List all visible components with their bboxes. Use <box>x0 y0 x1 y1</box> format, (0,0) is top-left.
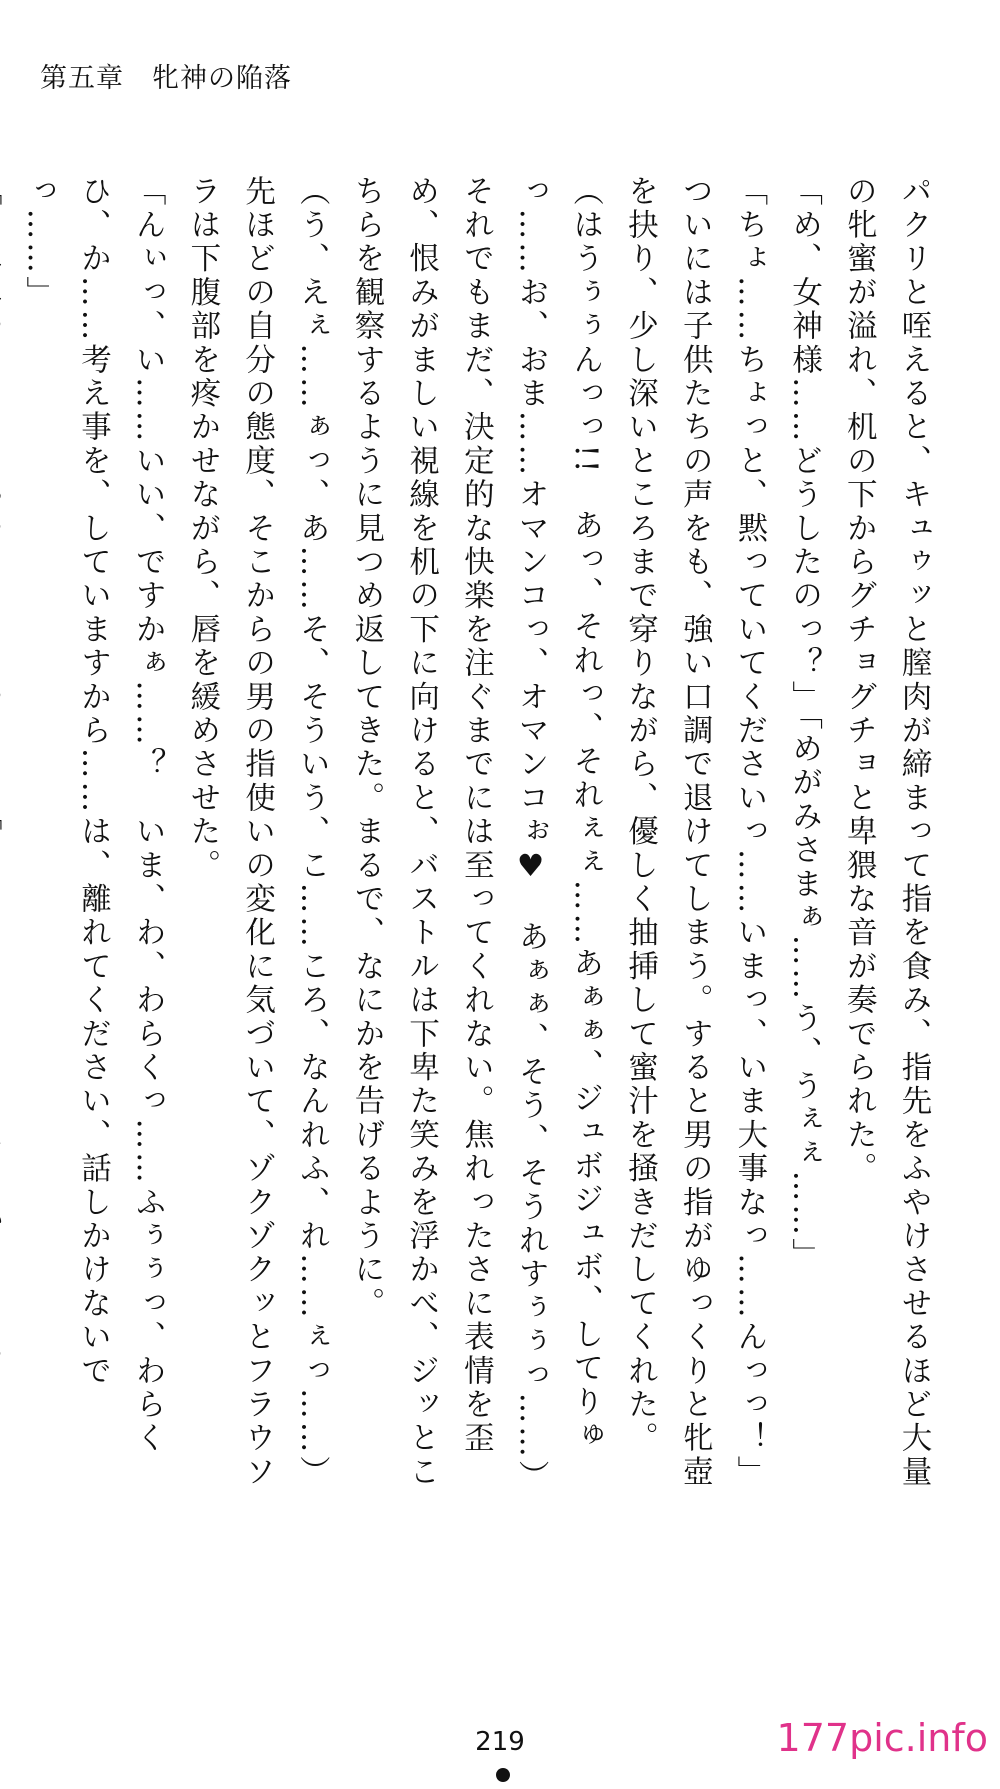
page-number: 219 <box>475 1727 525 1757</box>
body-text <box>20 175 940 1495</box>
paragraph: ついには子供たちの声をも、強い口調で退けてしまう。すると男の指がゆっくりと牝壺を抉り、少し深いところまで穿りながら、優しく抽挿して蜜汁を掻きだしてくれた。 <box>622 175 713 1490</box>
paragraph: パクリと咥えると、キュゥッと膣肉が締まって指を食み、指先をふやけさせるほど大量の牝蜜が溢れ、机の下からグチョグチョと卑猥な音が奏でられた。 <box>841 175 931 1490</box>
page-dot-ornament <box>496 1768 510 1782</box>
paragraph: 「んぃっ、い……いい、ですかぁ……？ いま、わ、わらくっ……ふぅぅっ、わらくひ、か……考え事を、していますから……は、離れてください、話しかけないでっ……」 <box>20 175 166 1456</box>
paragraph: 「め、女神様……どうしたのっ？」「めがみさまぁ……う、うぇぇ……」 <box>786 175 822 1272</box>
chapter-header: 第五章 牝神の陥落 <box>40 63 292 94</box>
paragraph: （う、えぇ……ぁっ、あ……そ、そういう、こ……ころ、なんれふ、れ……ぇっ……） <box>294 175 330 1490</box>
paragraph: 先ほどの自分の態度、そこからの男の指使いの変化に気づいて、ゾクゾクッとフラウソラは下腹部を疼かせながら、唇を緩めさせた。 <box>184 175 275 1490</box>
paragraph <box>0 175 10 1495</box>
paragraph: 「ちょ……ちょっと、黙っていてくださいっ……いまっ、いま大事なっ……んっっ！」 <box>731 175 767 1490</box>
paragraph: それでもまだ、決定的な快楽を注ぐまでには至ってくれない。焦れったさに表情を歪め、恨みがましい視線を机の下に向けると、バストルは下卑た笑みを浮かべ、ジッとこちらを観察するように見つめ返してきた。まるで、なにかを告げるように。 <box>348 175 494 1490</box>
watermark: 177pic.info <box>776 1716 988 1760</box>
paragraph: （はうぅぅんっっ!! あっ、それっ、それぇぇ……あぁぁ、ジュボジュボ、してりゅっ……お、おま……オマンコっ、オマンコぉ♥ あぁぁ、そう、そうれすぅぅっ……） <box>513 175 603 1494</box>
